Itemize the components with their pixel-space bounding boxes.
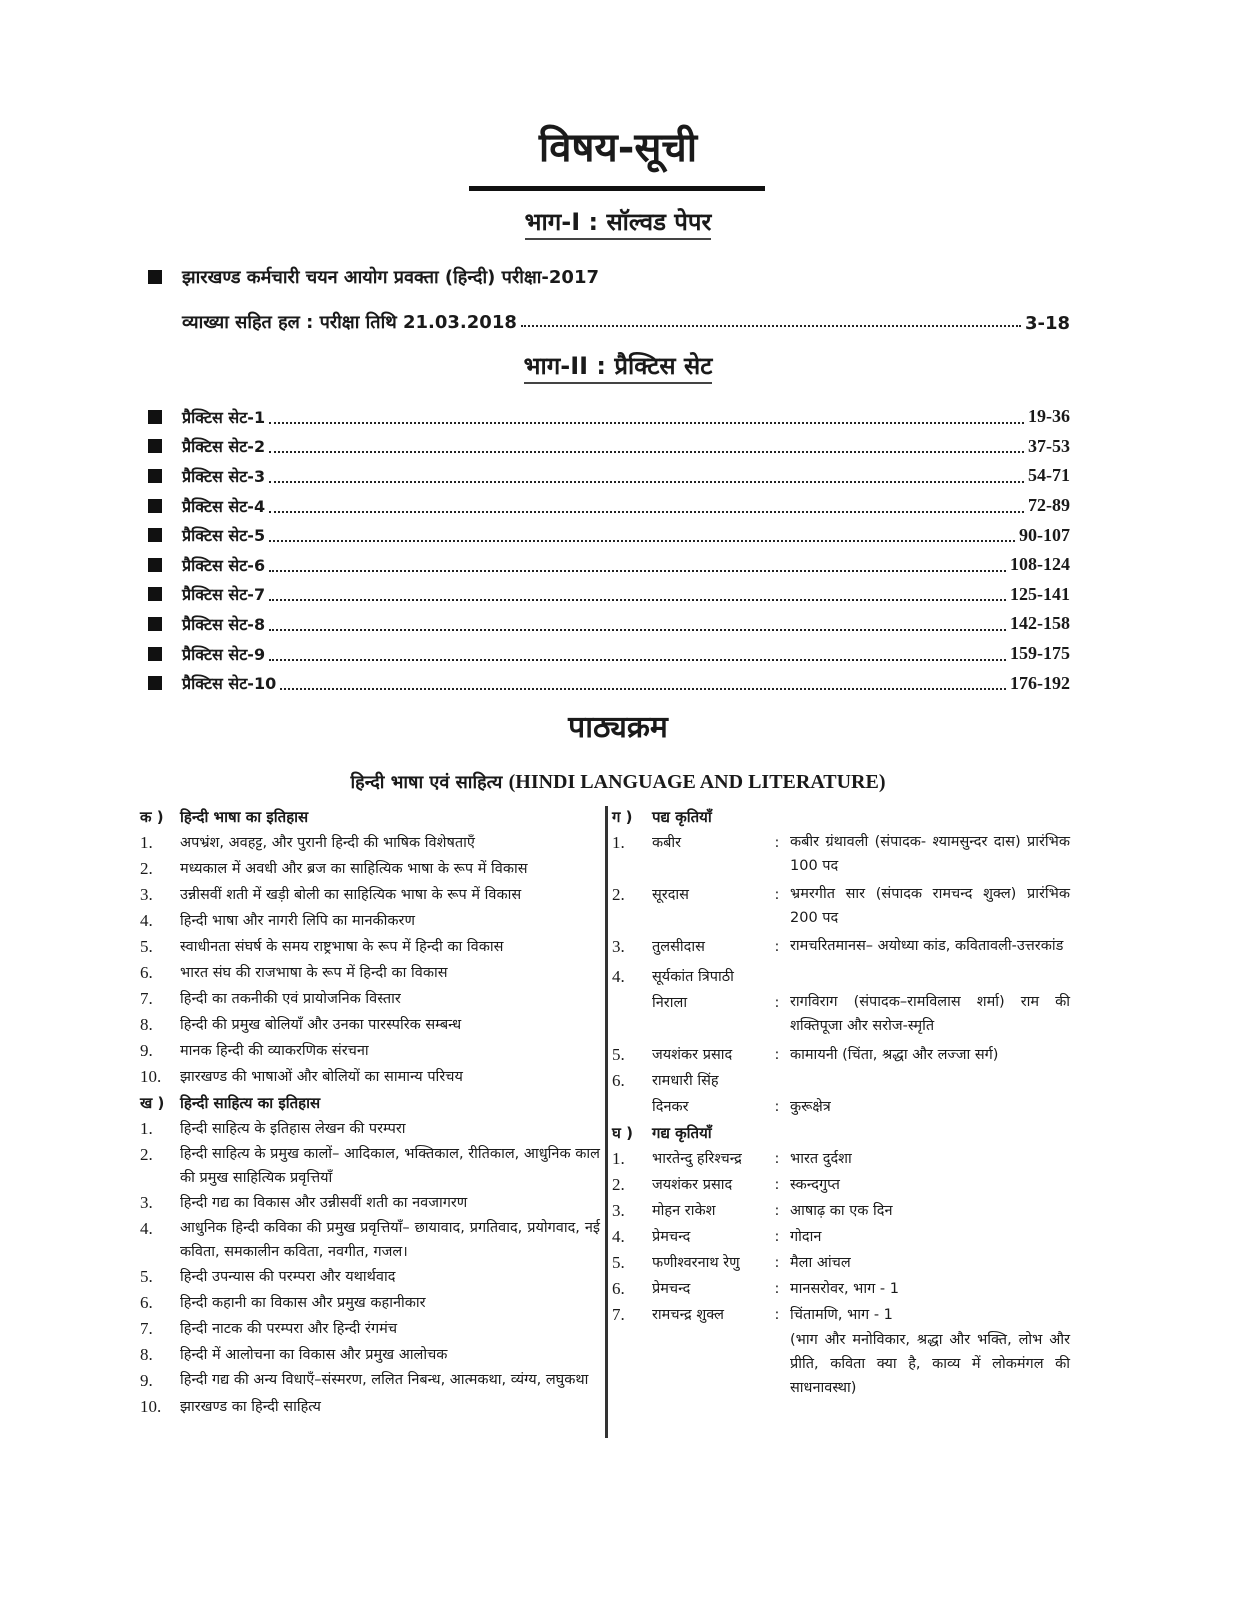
syllabus-item: [140, 1290, 600, 1316]
item-text: हिन्दी गद्य की अन्य विधाएँ–संस्मरण, ललित निबन्ध, आत्मकथा, व्यंग्य, लघुकथा: [180, 1372, 589, 1388]
item-number: 2.: [612, 885, 625, 904]
poetry-work-item-cont: [612, 990, 1070, 1038]
item-number: 4.: [140, 1219, 153, 1238]
syllabus-left-column: [140, 804, 600, 1420]
syllabus-item: [140, 882, 600, 908]
item-number: 3.: [612, 937, 625, 956]
item-number: 7.: [612, 1305, 625, 1324]
toc-entry-label: प्रैक्टिस सेट-6: [182, 555, 266, 575]
part1-heading: [0, 206, 1236, 238]
item-number: 7.: [140, 989, 153, 1008]
toc-entry-practice-set[interactable]: [148, 639, 1070, 669]
work-author: कबीर: [652, 835, 682, 851]
solved-paper-title: झारखण्ड कर्मचारी चयन आयोग प्रवक्ता (हिन्दी) परीक्षा-2017: [182, 267, 599, 288]
syllabus-item: [140, 1064, 600, 1090]
square-bullet-icon: [148, 647, 162, 661]
practice-set-list: [148, 402, 1070, 698]
work-title: कामायनी (चिंता, श्रद्धा और लज्जा सर्ग): [790, 1047, 999, 1063]
toc-entry-practice-set[interactable]: [148, 432, 1070, 462]
syllabus-item: [140, 1394, 600, 1420]
item-number: 3.: [612, 1201, 625, 1220]
poetry-work-item: [612, 964, 1070, 990]
work-title: भारत दुर्दशा: [790, 1151, 852, 1167]
prose-work-item: [612, 1250, 1070, 1276]
solved-paper-entry-detail[interactable]: [182, 304, 1070, 334]
toc-title-underline: [469, 186, 765, 191]
work-author: प्रेमचन्द: [652, 1229, 691, 1245]
toc-entry-label: प्रैक्टिस सेट-4: [182, 496, 266, 516]
toc-entry-practice-set[interactable]: [148, 461, 1070, 491]
item-number: 4.: [612, 967, 625, 986]
item-number: 5.: [612, 1045, 625, 1064]
item-text: हिन्दी गद्य का विकास और उन्नीसवीं शती का नवजागरण: [180, 1195, 468, 1211]
syllabus-item: [140, 960, 600, 986]
toc-entry-pages: 176-192: [1010, 672, 1070, 693]
separator-colon: :: [774, 1177, 780, 1193]
prose-work-item: [612, 1302, 1070, 1400]
syllabus-item: [140, 986, 600, 1012]
section-heading-gha: [612, 1120, 1070, 1146]
work-title: मानसरोवर, भाग - 1: [790, 1281, 899, 1297]
separator-colon: :: [774, 939, 780, 955]
work-author: मोहन राकेश: [652, 1203, 716, 1219]
syllabus-item: [140, 1264, 600, 1290]
item-number: 2.: [612, 1175, 625, 1194]
item-text: हिन्दी भाषा और नागरी लिपि का मानकीकरण: [180, 913, 415, 929]
poetry-work-item: [612, 1068, 1070, 1094]
syllabus-item: [140, 856, 600, 882]
work-author: जयशंकर प्रसाद: [652, 1177, 733, 1193]
item-number: 9.: [140, 1371, 153, 1390]
work-title: भ्रमरगीत सार (संपादक रामचन्द शुक्ल) प्रारंभिक 200 पद: [790, 886, 1070, 926]
poetry-work-item: [612, 830, 1070, 878]
item-text: हिन्दी की प्रमुख बोलियाँ और उनका पारस्परिक सम्बन्ध: [180, 1017, 462, 1033]
separator-colon: :: [774, 1151, 780, 1167]
syllabus-item: [140, 908, 600, 934]
syllabus-item: [140, 830, 600, 856]
work-title: स्कन्दगुप्त: [790, 1177, 840, 1193]
separator-colon: :: [774, 835, 780, 851]
item-number: 4.: [140, 911, 153, 930]
item-number: 1.: [612, 1149, 625, 1168]
section-heading-kha: [140, 1090, 600, 1116]
syllabus-item: [140, 1012, 600, 1038]
work-author: रामचन्द्र शुक्ल: [652, 1307, 724, 1323]
part1-heading-text: भाग-I : सॉल्वड पेपर: [525, 208, 712, 240]
dot-leader: [269, 629, 1006, 631]
toc-entry-practice-set[interactable]: [148, 402, 1070, 432]
toc-entry-practice-set[interactable]: [148, 609, 1070, 639]
toc-entry-label: प्रैक्टिस सेट-5: [182, 526, 266, 546]
work-author: निराला: [652, 995, 688, 1011]
work-note: (भाग और मनोविकार, श्रद्धा और भक्ति, लोभ और प्रीति, कविता क्या है, काव्य में लोकमंगल की साधनावस्था): [790, 1332, 1070, 1396]
item-number: 5.: [612, 1253, 625, 1272]
toc-entry-label: प्रैक्टिस सेट-1: [182, 407, 266, 427]
item-number: 8.: [140, 1015, 153, 1034]
work-title: [790, 1302, 1070, 1400]
square-bullet-icon: [148, 528, 162, 542]
square-bullet-icon: [148, 676, 162, 690]
section-marker: घ ): [612, 1124, 633, 1142]
item-number: 2.: [140, 1145, 153, 1164]
toc-entry-pages: 125-141: [1010, 583, 1070, 604]
work-title: मैला आंचल: [790, 1255, 851, 1271]
solved-paper-pages: 3-18: [1024, 313, 1070, 334]
item-number: 1.: [612, 833, 625, 852]
item-number: 10.: [140, 1397, 162, 1416]
syllabus-item: [140, 1216, 600, 1264]
toc-entry-label: प्रैक्टिस सेट-2: [182, 437, 266, 457]
poetry-work-item: [612, 882, 1070, 930]
item-number: 1.: [140, 833, 153, 852]
toc-entry-label: प्रैक्टिस सेट-3: [182, 466, 266, 486]
square-bullet-icon: [148, 617, 162, 631]
separator-colon: :: [774, 1229, 780, 1245]
syllabus-item: [140, 1342, 600, 1368]
dot-leader: [269, 481, 1024, 483]
square-bullet-icon: [148, 469, 162, 483]
syllabus-right-column: [612, 804, 1070, 1400]
prose-work-item: [612, 1146, 1070, 1172]
toc-entry-pages: 54-71: [1028, 465, 1070, 486]
section-title: हिन्दी साहित्य का इतिहास: [180, 1094, 321, 1112]
separator-colon: :: [774, 1255, 780, 1271]
toc-entry-label: प्रैक्टिस सेट-9: [182, 644, 266, 664]
square-bullet-icon: [148, 558, 162, 572]
item-number: 6.: [612, 1279, 625, 1298]
item-text: मध्यकाल में अवधी और ब्रज का साहित्यिक भाषा के रूप में विकास: [180, 861, 528, 877]
item-number: 4.: [612, 1227, 625, 1246]
item-text: अपभ्रंश, अवहट्ट, और पुरानी हिन्दी की भाषिक विशेषताएँ: [180, 835, 475, 851]
work-author: प्रेमचन्द: [652, 1281, 691, 1297]
toc-entry-label: प्रैक्टिस सेट-10: [182, 674, 277, 694]
toc-entry-pages: 142-158: [1010, 613, 1070, 634]
item-text: हिन्दी कहानी का विकास और प्रमुख कहानीकार: [180, 1295, 426, 1311]
work-title: रामचरितमानस– अयोध्या कांड, कवितावली-उत्तरकांड: [790, 938, 1064, 954]
work-author-line1: सूर्यकांत त्रिपाठी: [652, 969, 734, 985]
work-title: आषाढ़ का एक दिन: [790, 1203, 893, 1219]
poetry-work-item: [612, 934, 1070, 960]
item-number: 3.: [140, 885, 153, 904]
item-number: 5.: [140, 1267, 153, 1286]
square-bullet-icon: [148, 439, 162, 453]
item-number: 9.: [140, 1041, 153, 1060]
item-text: हिन्दी साहित्य के प्रमुख कालों– आदिकाल, भक्तिकाल, रीतिकाल, आधुनिक काल की प्रमुख साहित्यिक प्रवृत्तियाँ: [180, 1146, 600, 1186]
section-marker: क ): [140, 808, 164, 826]
poetry-work-item: [612, 1042, 1070, 1068]
syllabus-item: [140, 1038, 600, 1064]
syllabus-item: [140, 1316, 600, 1342]
item-text: आधुनिक हिन्दी कविका की प्रमुख प्रवृत्तियाँ– छायावाद, प्रगतिवाद, प्रयोगवाद, नई कविता, समकालीन कविता, नवगीत, गजल।: [180, 1220, 600, 1260]
item-number: 6.: [140, 963, 153, 982]
item-number: 1.: [140, 1119, 153, 1138]
work-author: भारतेन्दु हरिश्चन्द्र: [652, 1151, 742, 1167]
prose-work-item: [612, 1172, 1070, 1198]
square-bullet-icon: [148, 499, 162, 513]
work-title: कबीर ग्रंथावली (संपादक- श्यामसुन्दर दास) प्रारंभिक 100 पद: [790, 834, 1070, 874]
prose-work-item: [612, 1224, 1070, 1250]
item-number: 2.: [140, 859, 153, 878]
syllabus-item: [140, 1368, 600, 1394]
item-text: झारखण्ड की भाषाओं और बोलियों का सामान्य परिचय: [180, 1069, 463, 1085]
section-heading-ka: [140, 804, 600, 830]
poetry-work-item-cont: [612, 1094, 1070, 1120]
section-marker: ग ): [612, 808, 633, 826]
prose-work-item: [612, 1276, 1070, 1302]
separator-colon: :: [774, 1307, 780, 1323]
square-bullet-icon: [148, 587, 162, 601]
item-text: हिन्दी में आलोचना का विकास और प्रमुख आलोचक: [180, 1347, 448, 1363]
toc-entry-pages: 159-175: [1010, 643, 1070, 664]
item-number: 3.: [140, 1193, 153, 1212]
syllabus-item: [140, 1116, 600, 1142]
item-text: स्वाधीनता संघर्ष के समय राष्ट्रभाषा के रूप में हिन्दी का विकास: [180, 939, 504, 955]
separator-colon: :: [774, 1047, 780, 1063]
item-number: 7.: [140, 1319, 153, 1338]
item-text: हिन्दी उपन्यास की परम्परा और यथार्थवाद: [180, 1269, 396, 1285]
item-text: उन्नीसवीं शती में खड़ी बोली का साहित्यिक भाषा के रूप में विकास: [180, 887, 522, 903]
toc-entry-pages: 37-53: [1028, 435, 1070, 456]
syllabus-item: [140, 1190, 600, 1216]
subject-title: [0, 768, 1236, 797]
toc-entry-practice-set[interactable]: [148, 668, 1070, 698]
toc-entry-practice-set[interactable]: [148, 491, 1070, 521]
work-author: दिनकर: [652, 1099, 689, 1115]
dot-leader: [280, 688, 1006, 690]
toc-entry-practice-set[interactable]: [148, 550, 1070, 580]
separator-colon: :: [774, 1099, 780, 1115]
toc-entry-practice-set[interactable]: [148, 520, 1070, 550]
item-number: 6.: [140, 1293, 153, 1312]
toc-entry-label: प्रैक्टिस सेट-7: [182, 585, 266, 605]
solved-paper-subtitle: व्याख्या सहित हल : परीक्षा तिथि 21.03.2018: [182, 312, 517, 333]
item-text: हिन्दी नाटक की परम्परा और हिन्दी रंगमंच: [180, 1321, 398, 1337]
work-title: गोदान: [790, 1229, 822, 1245]
dot-leader: [269, 599, 1006, 601]
work-title-main: चिंतामणि, भाग - 1: [790, 1307, 893, 1323]
section-title: गद्य कृतियाँ: [652, 1124, 712, 1142]
section-marker: ख ): [140, 1094, 165, 1112]
separator-colon: :: [774, 995, 780, 1011]
separator-colon: :: [774, 1203, 780, 1219]
syllabus-item: [140, 934, 600, 960]
item-text: भारत संघ की राजभाषा के रूप में हिन्दी का विकास: [180, 965, 448, 981]
work-title: कुरूक्षेत्र: [790, 1099, 831, 1115]
dot-leader: [269, 540, 1015, 542]
separator-colon: :: [774, 1281, 780, 1297]
toc-entry-pages: 108-124: [1010, 554, 1070, 575]
square-bullet-icon: [148, 410, 162, 424]
subject-title-hindi: हिन्दी भाषा एवं साहित्य: [350, 772, 503, 793]
item-text: मानक हिन्दी की व्याकरणिक संरचना: [180, 1043, 369, 1059]
solved-paper-entry[interactable]: [148, 262, 1078, 292]
section-title: पद्य कृतियाँ: [652, 808, 712, 826]
syllabus-title: पाठ्यक्रम: [568, 710, 668, 745]
item-text: झारखण्ड का हिन्दी साहित्य: [180, 1399, 321, 1415]
toc-entry-practice-set[interactable]: [148, 580, 1070, 610]
dot-leader: [269, 422, 1024, 424]
item-text: हिन्दी का तकनीकी एवं प्रायोजनिक विस्तार: [180, 991, 401, 1007]
item-number: 8.: [140, 1345, 153, 1364]
item-number: 6.: [612, 1071, 625, 1090]
subject-title-english: (HINDI LANGUAGE AND LITERATURE): [508, 771, 886, 793]
column-divider: [605, 806, 608, 1438]
dot-leader: [521, 325, 1021, 327]
square-bullet-icon: [148, 270, 162, 284]
item-text: हिन्दी साहित्य के इतिहास लेखन की परम्परा: [180, 1121, 406, 1137]
work-author-line1: रामधारी सिंह: [652, 1073, 719, 1089]
dot-leader: [269, 570, 1006, 572]
separator-colon: :: [774, 887, 780, 903]
dot-leader: [269, 659, 1006, 661]
work-author: जयशंकर प्रसाद: [652, 1047, 733, 1063]
part2-heading-text: भाग-II : प्रैक्टिस सेट: [524, 352, 713, 384]
prose-work-item: [612, 1198, 1070, 1224]
dot-leader: [269, 451, 1024, 453]
item-number: 10.: [140, 1067, 162, 1086]
work-author: तुलसीदास: [652, 939, 705, 955]
toc-entry-pages: 90-107: [1019, 524, 1070, 545]
toc-entry-pages: 19-36: [1028, 406, 1070, 427]
section-heading-ga: [612, 804, 1070, 830]
work-author: फणीश्वरनाथ रेणु: [652, 1255, 740, 1271]
dot-leader: [269, 511, 1024, 513]
toc-entry-pages: 72-89: [1028, 495, 1070, 516]
section-title: हिन्दी भाषा का इतिहास: [180, 808, 309, 826]
work-title: रागविराग (संपादक–रामविलास शर्मा) राम की शक्तिपूजा और सरोज-स्मृति: [790, 994, 1070, 1034]
toc-title: विषय-सूची: [538, 125, 698, 171]
syllabus-item: [140, 1142, 600, 1190]
part2-heading: [0, 350, 1236, 382]
work-author: सूरदास: [652, 887, 689, 903]
toc-entry-label: प्रैक्टिस सेट-8: [182, 614, 266, 634]
item-number: 5.: [140, 937, 153, 956]
